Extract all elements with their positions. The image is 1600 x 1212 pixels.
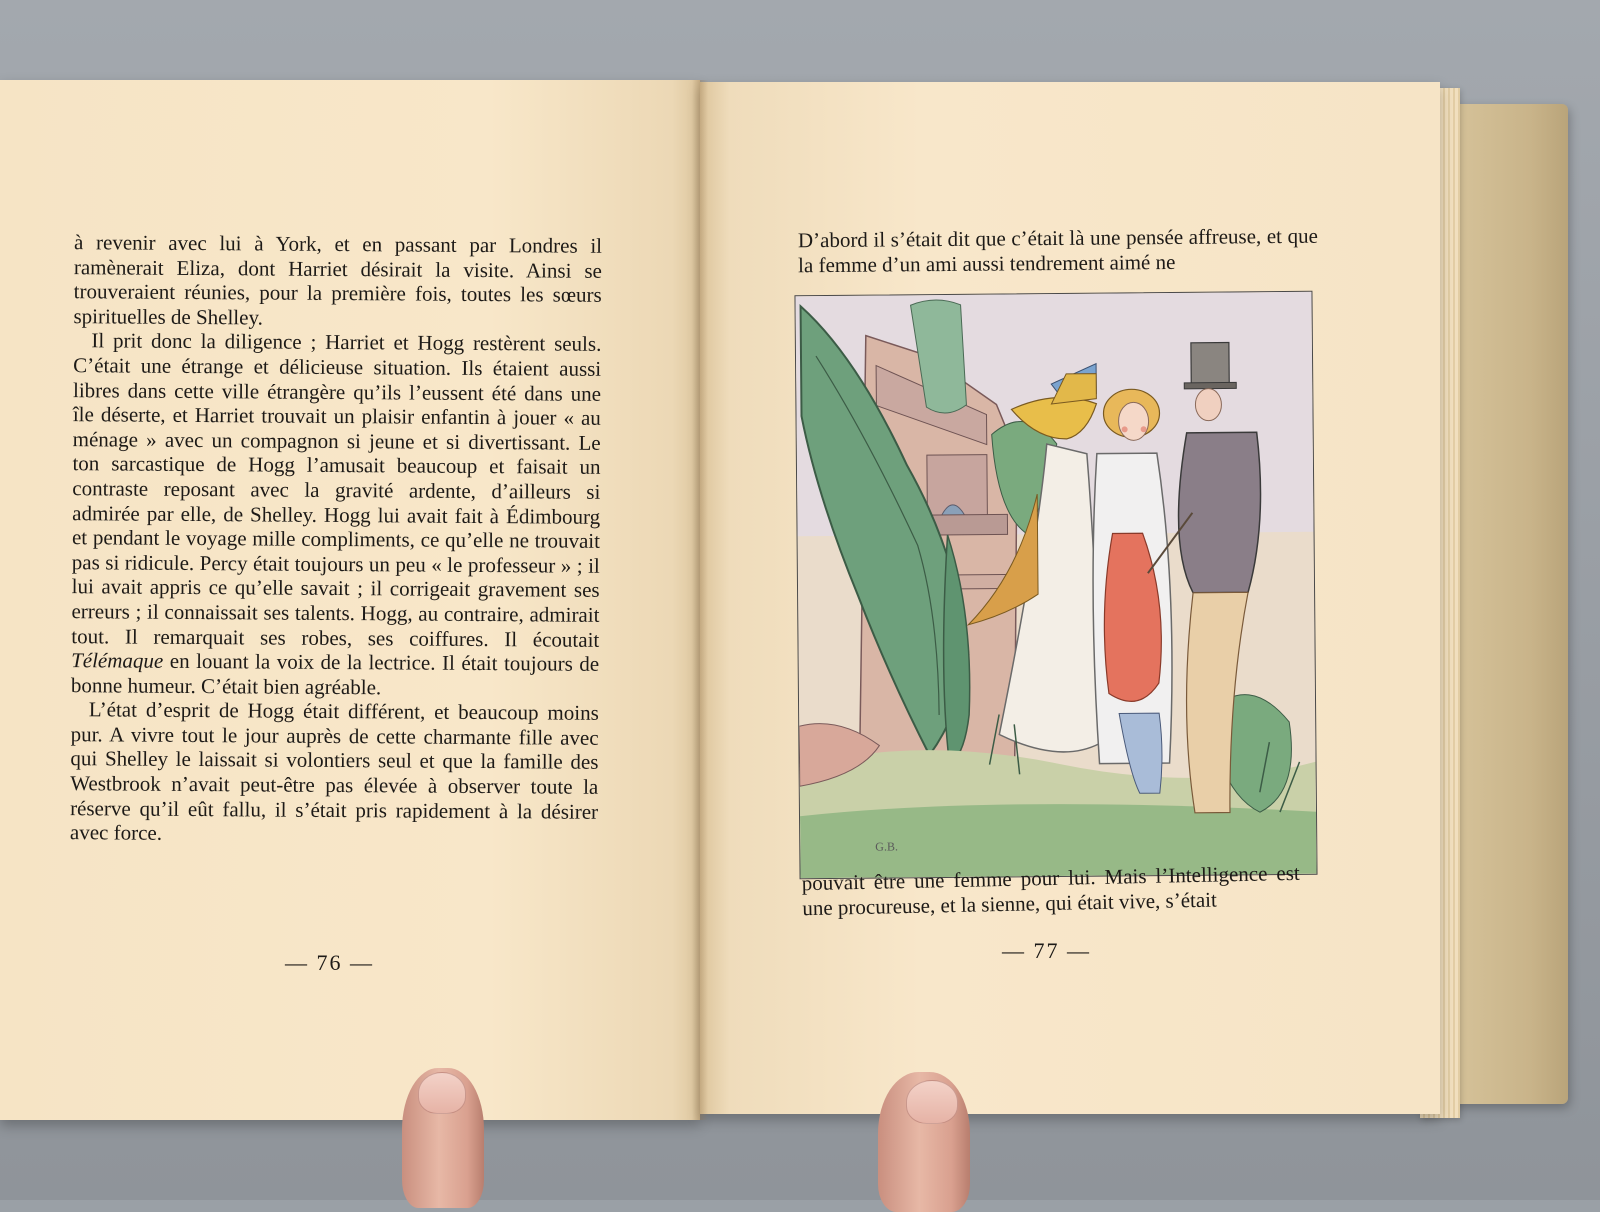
left-paragraph-2 [71,329,602,702]
left-paragraph-1: à revenir avec lui à York, et en passant par Londres il ramènerait Eliza, dont Harriet désirait la visite. Ainsi se trouveraient réunies, pour la première fois, toutes les sœurs spirituelles de Shelley. [73,230,603,330]
illustration-signature: G.B. [875,839,899,854]
left-paragraph-2-end: en louant la voix de la lectrice. Il était toujours de bonne humeur. C’était bien agréable. [70,648,600,700]
page-number-left: — 76 — [285,950,374,975]
book-gutter [692,80,708,1120]
right-thumbnail [906,1080,958,1124]
right-page-bottom-text: pouvait être une femme pour lui. Mais l’Intelligence est une procureuse, et la sienne, qui était vive, s’était [801,860,1300,920]
left-paragraph-2-main: Il prit donc la diligence ; Harriet et Hogg restèrent seuls. C’était une étrange et délicieuse situation. Ils étaient aussi libres dans cette ville étrangère qu’ils l’eussent été dans une île déserte, et Harriet trouvait un plaisir enfantin à jouer « au ménage » avec un compagnon si jeune et si divertissant. Le ton sarcastique de Hogg l’amusait beaucoup et faisait un contraste reposant avec la gravité ardente, d’ailleurs si admirée par elle, de Shelley. Hogg lui avait fait à Édimbourg et pendant le voyage mille compliments, ce qu’elle ne trouvait pas si ridicule. Percy était toujours un peu « le professeur » ; il lui avait appris ce qu’elle savait ; il corrigeait gravement ses erreurs ; il connaissait ses talents. Hogg, au contraire, admirait tout. Il remarquait ses robes, ses coiffures. Il écoutait [71,328,602,652]
illustration-drawing [795,292,1316,878]
illustration-plate [794,291,1317,879]
left-paragraph-3: L’état d’esprit de Hogg était différent, et beaucoup moins pur. A vivre tout le jour auprès de cette charmante fille avec qui Shelley le laissait si volontiers seul et que la famille des Westbrook n’avait peut-être pas élevée à observer toute la réserve qu’il eût fallu, il s’était pris rapidement à la désirer avec force. [69,697,599,846]
italic-title: Télémaque [71,648,164,673]
left-page-text [70,230,602,849]
right-page-top-text: D’abord il s’était dit que c’était là une pensée affreuse, et que la femme d’un ami aussi tendrement aimé ne [797,223,1318,277]
page-number-right: — 77 — [1002,938,1091,963]
left-thumbnail [418,1072,466,1114]
